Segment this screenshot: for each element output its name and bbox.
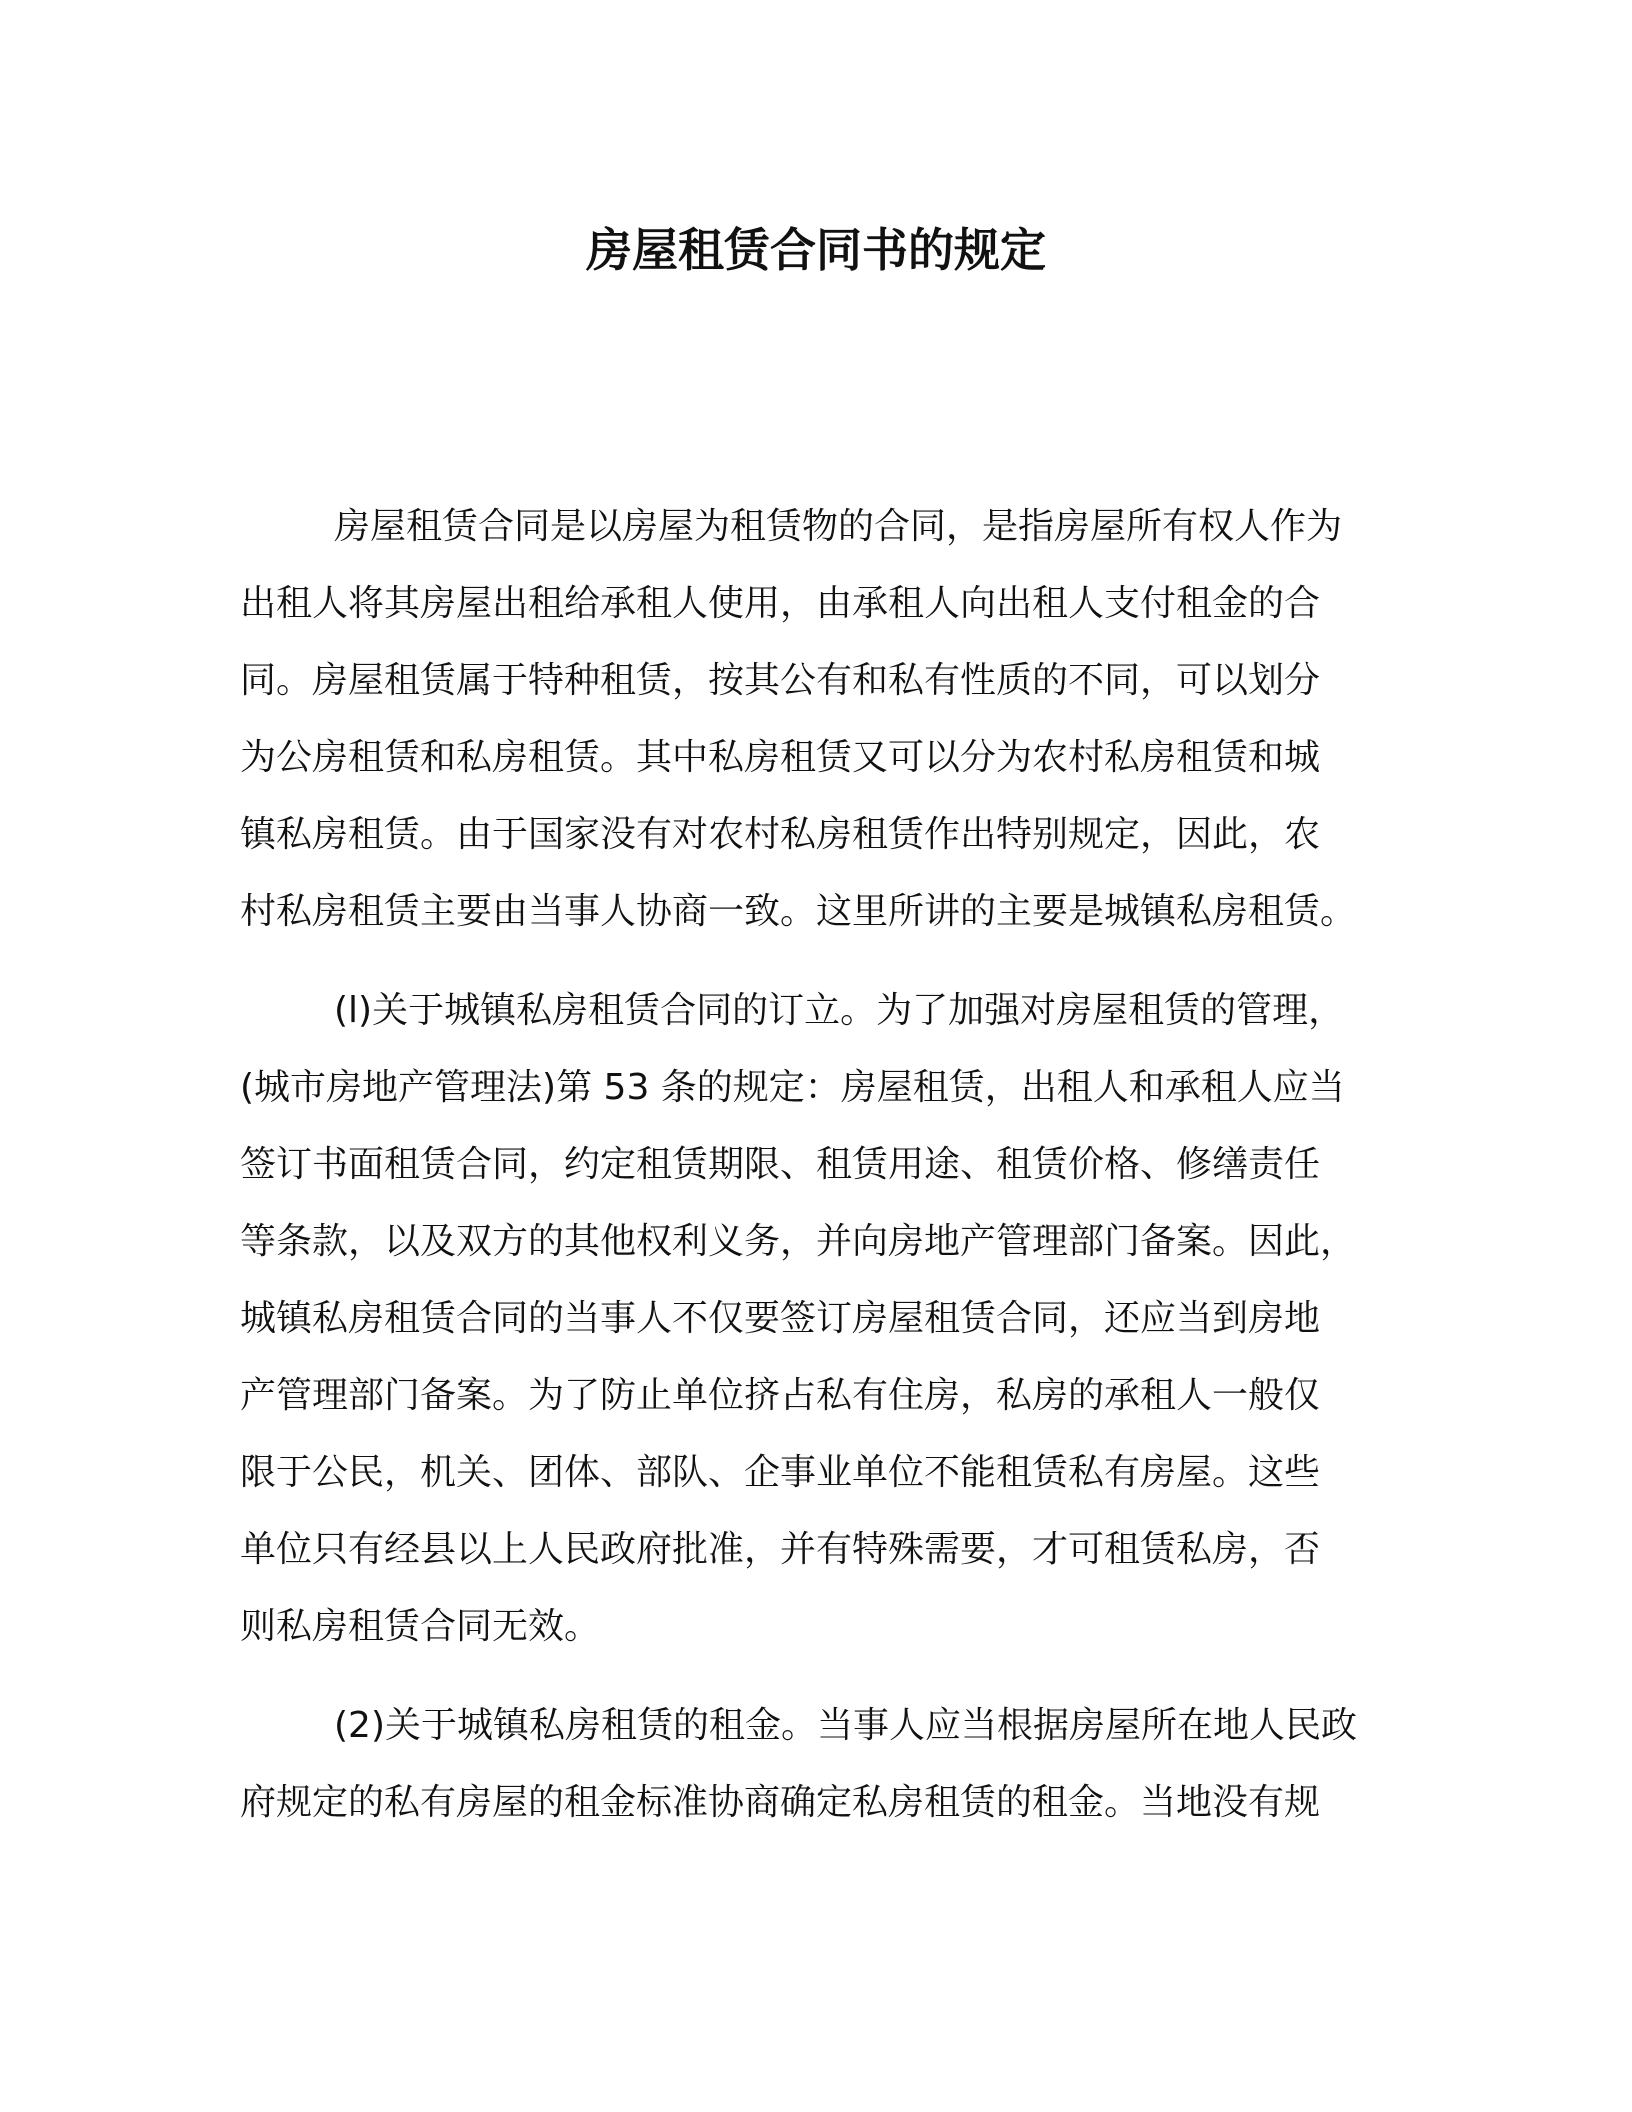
paragraph-line: 城镇私房租赁合同的当事人不仅要签订房屋租赁合同，还应当到房地 [240, 1298, 1321, 1339]
paragraph-line: 房屋租赁合同是以房屋为租赁物的合同，是指房屋所有权人作为 [334, 506, 1343, 547]
paragraph-2 [240, 972, 1390, 1665]
document-title: 房屋租赁合同书的规定 [586, 223, 1046, 277]
paragraph-line: (l)关于城镇私房租赁合同的订立。为了加强对房屋租赁的管理， [334, 990, 1345, 1031]
document-body [240, 488, 1390, 1863]
paragraph-3 [240, 1687, 1390, 1841]
paragraph-line: 同。房屋租赁属于特种租赁，按其公有和私有性质的不同，可以划分 [240, 660, 1321, 701]
paragraph-line: 镇私房租赁。由于国家没有对农村私房租赁作出特别规定，因此，农 [240, 814, 1321, 855]
paragraph-line: 等条款，以及双方的其他权利义务，并向房地产管理部门备案。因此， [240, 1221, 1357, 1262]
paragraph-line: 为公房租赁和私房租赁。其中私房租赁又可以分为农村私房租赁和城 [240, 737, 1321, 778]
paragraph-line: 产管理部门备案。为了防止单位挤占私有住房，私房的承租人一般仅 [240, 1375, 1321, 1416]
paragraph-line: 则私房租赁合同无效。 [240, 1606, 601, 1647]
paragraph-line: 府规定的私有房屋的租金标准协商确定私房租赁的租金。当地没有规 [240, 1782, 1321, 1823]
paragraph-line: 出租人将其房屋出租给承租人使用，由承租人向出租人支付租金的合 [240, 583, 1321, 624]
paragraph-line: (城市房地产管理法)第 53 条的规定：房屋租赁，出租人和承租人应当 [240, 1067, 1345, 1108]
paragraph-line: (2)关于城镇私房租赁的租金。当事人应当根据房屋所在地人民政 [334, 1705, 1357, 1746]
paragraph-line: 限于公民，机关、团体、部队、企事业单位不能租赁私有房屋。这些 [240, 1452, 1321, 1493]
paragraph-line: 签订书面租赁合同，约定租赁期限、租赁用途、租赁价格、修缮责任 [240, 1144, 1321, 1185]
paragraph-line: 村私房租赁主要由当事人协商一致。这里所讲的主要是城镇私房租赁。 [240, 891, 1357, 932]
paragraph-1 [240, 488, 1390, 950]
paragraph-line: 单位只有经县以上人民政府批准，并有特殊需要，才可租赁私房，否 [240, 1529, 1321, 1570]
